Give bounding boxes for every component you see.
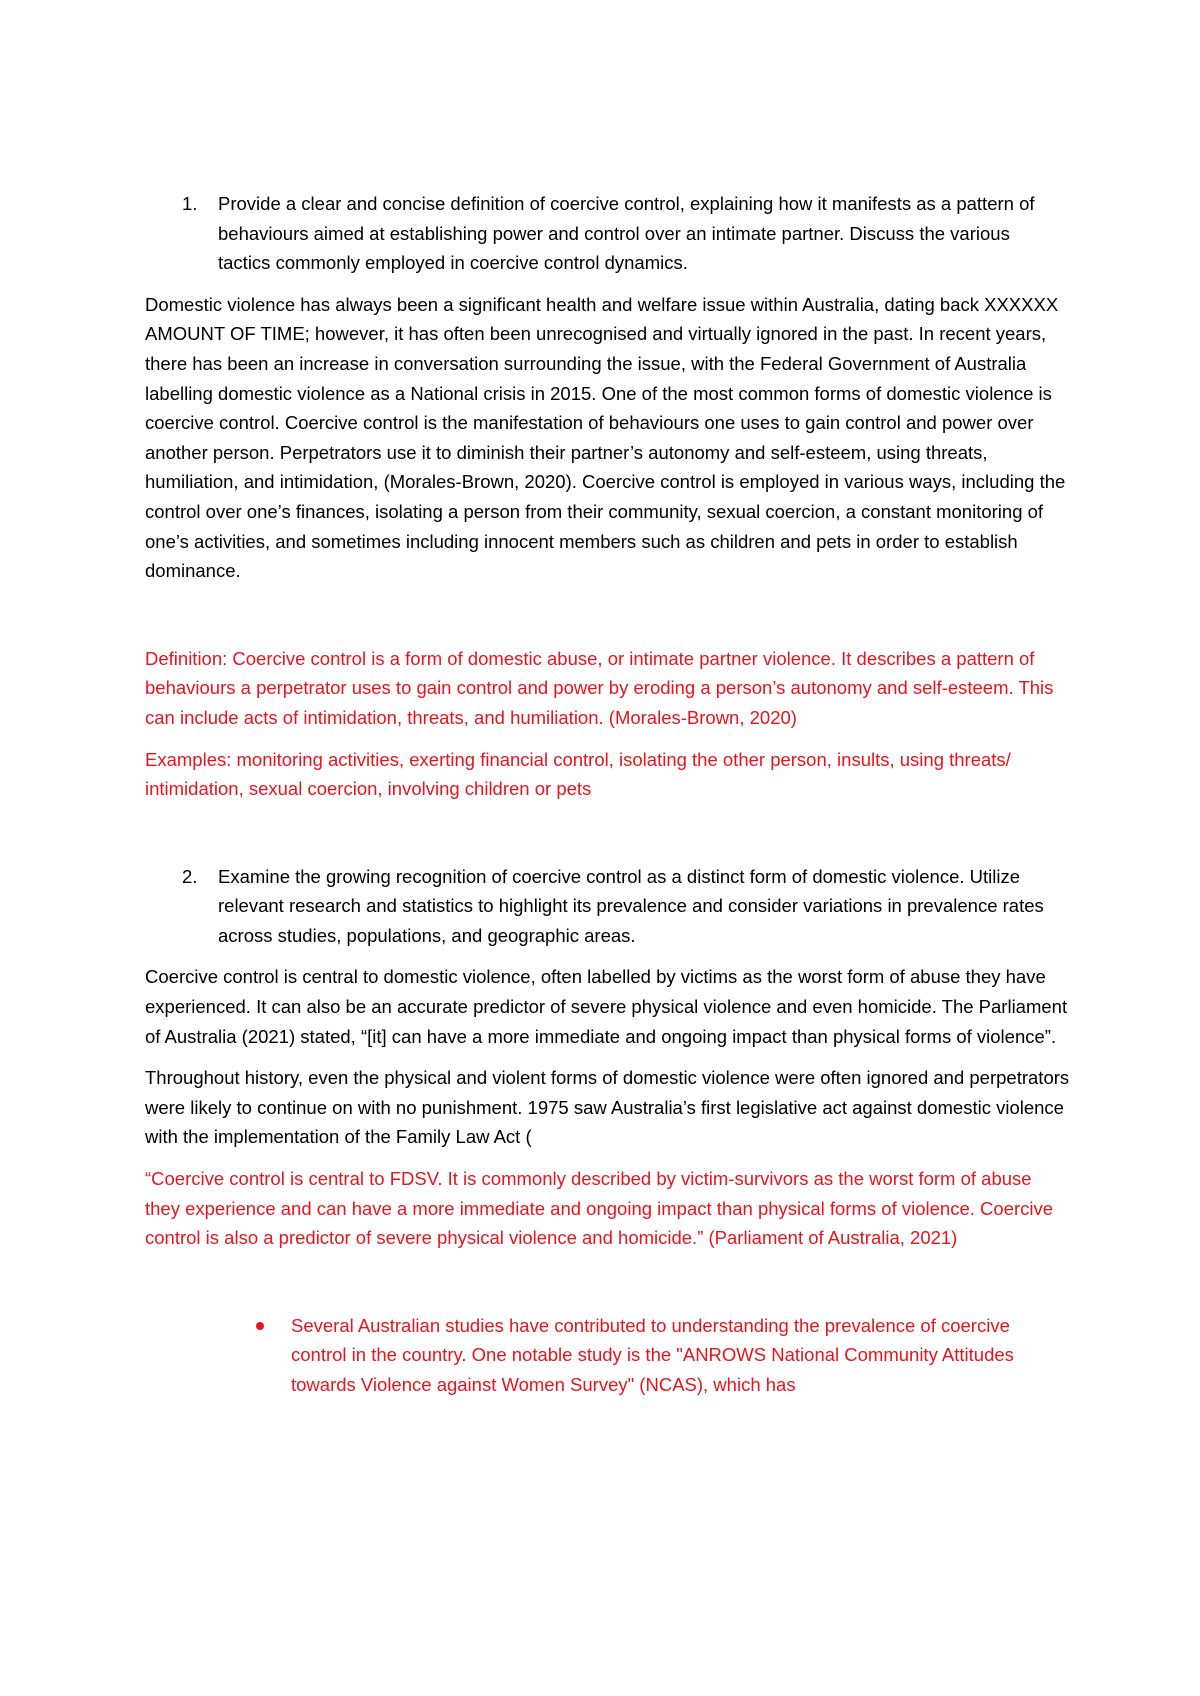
question-list-1	[145, 189, 1065, 278]
bullet-item-text: Several Australian studies have contributed to understanding the prevalence of coercive control in the country. One notable study is the "ANROWS National Community Attitudes towards Violence against Women Survey" (NCAS), which has	[291, 1314, 1014, 1395]
question-1-text: Provide a clear and concise definition of coercive control, explaining how it manifests as a pattern of behaviours aimed at establishing power and control over an intimate partner. Discuss the various tactics commonly employed in coercive control dynamics.	[218, 193, 1035, 274]
question-2-number: 2.	[182, 865, 198, 887]
definition-note: Definition: Coercive control is a form of domestic abuse, or intimate partner violence. It describes a pattern of behaviours a perpetrator uses to gain control and power by eroding a person’s autonomy and self-esteem. This can include acts of intimidation, threats, and humiliation. (Morales-Brown, 2020)	[145, 647, 1054, 728]
question-1-number: 1.	[182, 193, 198, 214]
bullet-list	[145, 1311, 1070, 1400]
quote-note: “Coercive control is central to FDSV. It is commonly described by victim-survivors as the worst form of abuse they experience and can have a more immediate and ongoing impact than physical forms of violence. Coercive control is also a predictor of severe physical violence and homicide.” (Parliament of Australia, 2021)	[145, 1168, 1054, 1249]
paragraph-coercive-control-central: Coercive control is central to domestic violence, often labelled by victims as the worst form of abuse they have experienced. It can also be an accurate predictor of severe physical violence and even homicide. The Parliament of Australia (2021) stated, “[it] can have a more immediate and ongoing impact than physical forms of violence”.	[145, 966, 1068, 1047]
question-2	[145, 862, 1070, 951]
paragraph-history-legislation: Throughout history, even the physical and violent forms of domestic violence were often ignored and perpetrators were likely to continue on with no punishment. 1975 saw Australia’s first legislative act against domestic violence with the implementation of the Family Law Act (	[145, 1067, 1070, 1148]
question-2-text: Examine the growing recognition of coercive control as a distinct form of domestic violence. Utilize relevant research and statistics to highlight its prevalence and consider variations in prevalence rates across studies, populations, and geographic areas.	[218, 865, 1044, 946]
bullet-item	[145, 1311, 1070, 1400]
paragraph-domestic-violence-history: Domestic violence has always been a significant health and welfare issue within Australia, dating back XXXXXX AMOUNT OF TIME; however, it has often been unrecognised and virtually ignored in the past. In recent years, there has been an increase in conversation surrounding the issue, with the Federal Government of Australia labelling domestic violence as a National crisis in 2015. One of the most common forms of domestic violence is coercive control. Coercive control is the manifestation of behaviours one uses to gain control and power over another person. Perpetrators use it to diminish their partner’s autonomy and self-esteem, using threats, humiliation, and intimidation, (Morales-Brown, 2020). Coercive control is employed in various ways, including the control over one’s finances, isolating a person from their community, sexual coercion, a constant monitoring of one’s activities, and sometimes including innocent members such as children and pets in order to establish dominance.	[145, 293, 1066, 582]
examples-note: Examples: monitoring activities, exerting financial control, isolating the other person, insults, using threats/ intimidation, sexual coercion, involving children or pets	[145, 748, 1011, 800]
question-list-2	[145, 862, 1070, 951]
question-1	[145, 189, 1065, 278]
bullet-dot-icon	[256, 1322, 264, 1330]
